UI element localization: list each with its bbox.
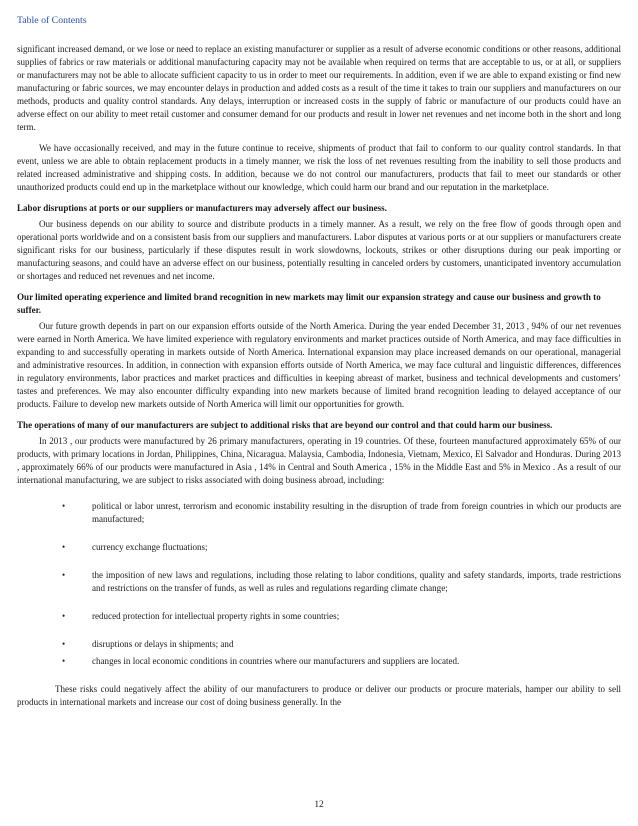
risk-list	[17, 500, 621, 668]
paragraph-labor-disruptions: Our business depends on our ability to source and distribute products in a timely manner. As a result, we rely on the free flow of goods through open and operational ports worldwide and on a consistent basis from our suppliers and manufacturers. Labor disputes at various ports or at our suppliers or manufacturers create significant risks for our business, particularly if these disputes result in work slowdowns, lockouts, strikes or other disruptions during our peak importing or manufacturing seasons, and could have an adverse effect on our business, potentially resulting in canceled orders by customers, unanticipated inventory accumulation or shortages and reduced net revenues and net income.	[17, 219, 621, 281]
list-item	[17, 500, 621, 526]
list-item-text: changes in local economic conditions in countries where our manufacturers and suppliers are located.	[92, 656, 460, 666]
list-item-text: the imposition of new laws and regulations, including those relating to labor conditions, quality and safety standards, imports, trade restrictions and restrictions on the transfer of funds, as well as rules and regulations regarding climate change;	[92, 570, 621, 593]
list-item	[17, 610, 621, 623]
heading-labor-disruptions: Labor disruptions at ports or our suppliers or manufacturers may adversely affect our business.	[17, 203, 387, 213]
list-item	[17, 655, 621, 668]
list-item-text: reduced protection for intellectual property rights in some countries;	[92, 611, 340, 621]
bullet-icon: •	[62, 656, 66, 666]
list-item	[17, 541, 621, 554]
heading-manufacturer-risks: The operations of many of our manufacturers are subject to additional risks that are beyond our control and that could harm our business.	[17, 420, 553, 430]
list-item	[17, 569, 621, 595]
paragraph-manufacturing: In 2013 , our products were manufactured by 26 primary manufacturers, operating in 19 countries. Of these, fourteen manufactured approximately 65% of our products, with primary locations in Jordan, Philippines, China, Nicaragua. Malaysia, Cambodia, Indonesia, Vietnam, Mexico, El Salvador and Honduras. During 2013 , approximately 66% of our products were manufactured in Asia , 14% in Central and South America , 15% in the Middle East and 5% in Mexico . As a result of our international manufacturing, we are subject to risks associated with doing business abroad, including:	[17, 436, 621, 485]
list-item-text: political or labor unrest, terrorism and economic instability resulting in the disruption of trade from foreign countries in which our products are manufactured;	[92, 501, 621, 524]
bullet-icon: •	[62, 570, 66, 580]
paragraph-quality-control: We have occasionally received, and may in the future continue to receive, shipments of product that fail to conform to our quality control standards. In that event, unless we are able to obtain replacement products in a timely manner, we risk the loss of net revenues resulting from the inability to sell those products and related increased administrative and shipping costs. In addition, because we do not control our manufacturers, products that fail to meet our standards or other unauthorized products could end up in the marketplace without our knowledge, which could harm our brand and our reputation in the marketplace.	[17, 143, 621, 192]
paragraph-supply-demand: significant increased demand, or we lose or need to replace an existing manufacturer or supplier as a result of adverse economic conditions or other reasons, additional supplies of fabrics or raw materials or additional manufacturing capacity may not be available when required on terms that are acceptable to us, or at all, or suppliers or manufacturers may not be able to allocate sufficient capacity to us in order to meet our requirements. In addition, even if we are able to expand existing or find new manufacturing or fabric sources, we may encounter delays in production and added costs as a result of the time it takes to train our suppliers and manufacturers on our methods, products and quality control standards. Any delays, interruption or increased costs in the supply of fabric or manufacture of our products could have an adverse effect on our ability to meet retail customer and consumer demand for our products and result in lower net revenues and net income both in the short and long term.	[17, 44, 621, 132]
paragraph-expansion: Our future growth depends in part on our expansion efforts outside of the North America. During the year ended December 31, 2013 , 94% of our net revenues were earned in North America. We have limited experience with regulatory environments and market practices outside of North America, and may face difficulties in expanding to and successfully operating in markets outside of North America. International expansion may place increased demands on our operational, managerial and administrative resources. In addition, in connection with expansion efforts outside of North America, we may face cultural and linguistic differences, differences in regulatory environments, labor practices and market practices and difficulties in keeping abreast of market, business and technical developments and customers’ tastes and preferences. We may also encounter difficulty expanding into new markets because of limited brand recognition leading to delayed acceptance of our products. Failure to develop new markets outside of North America will limit our opportunities for growth.	[17, 321, 621, 409]
bullet-icon: •	[62, 542, 66, 552]
bullet-icon: •	[62, 639, 66, 649]
bullet-icon: •	[62, 501, 66, 511]
document-body	[17, 43, 621, 717]
list-item	[17, 638, 621, 651]
paragraph-closing: These risks could negatively affect the ability of our manufacturers to produce or deliver our products or procure materials, hamper our ability to sell products in international markets and increase our cost of doing business generally. In the	[17, 684, 621, 707]
list-item-text: disruptions or delays in shipments; and	[92, 639, 234, 649]
table-of-contents-link[interactable]: Table of Contents	[17, 15, 87, 26]
heading-limited-experience: Our limited operating experience and limited brand recognition in new markets may limit our expansion strategy and cause our business and growth to suffer.	[17, 292, 601, 315]
list-item-text: currency exchange fluctuations;	[92, 542, 208, 552]
page-number: 12	[314, 800, 324, 810]
bullet-icon: •	[62, 611, 66, 621]
